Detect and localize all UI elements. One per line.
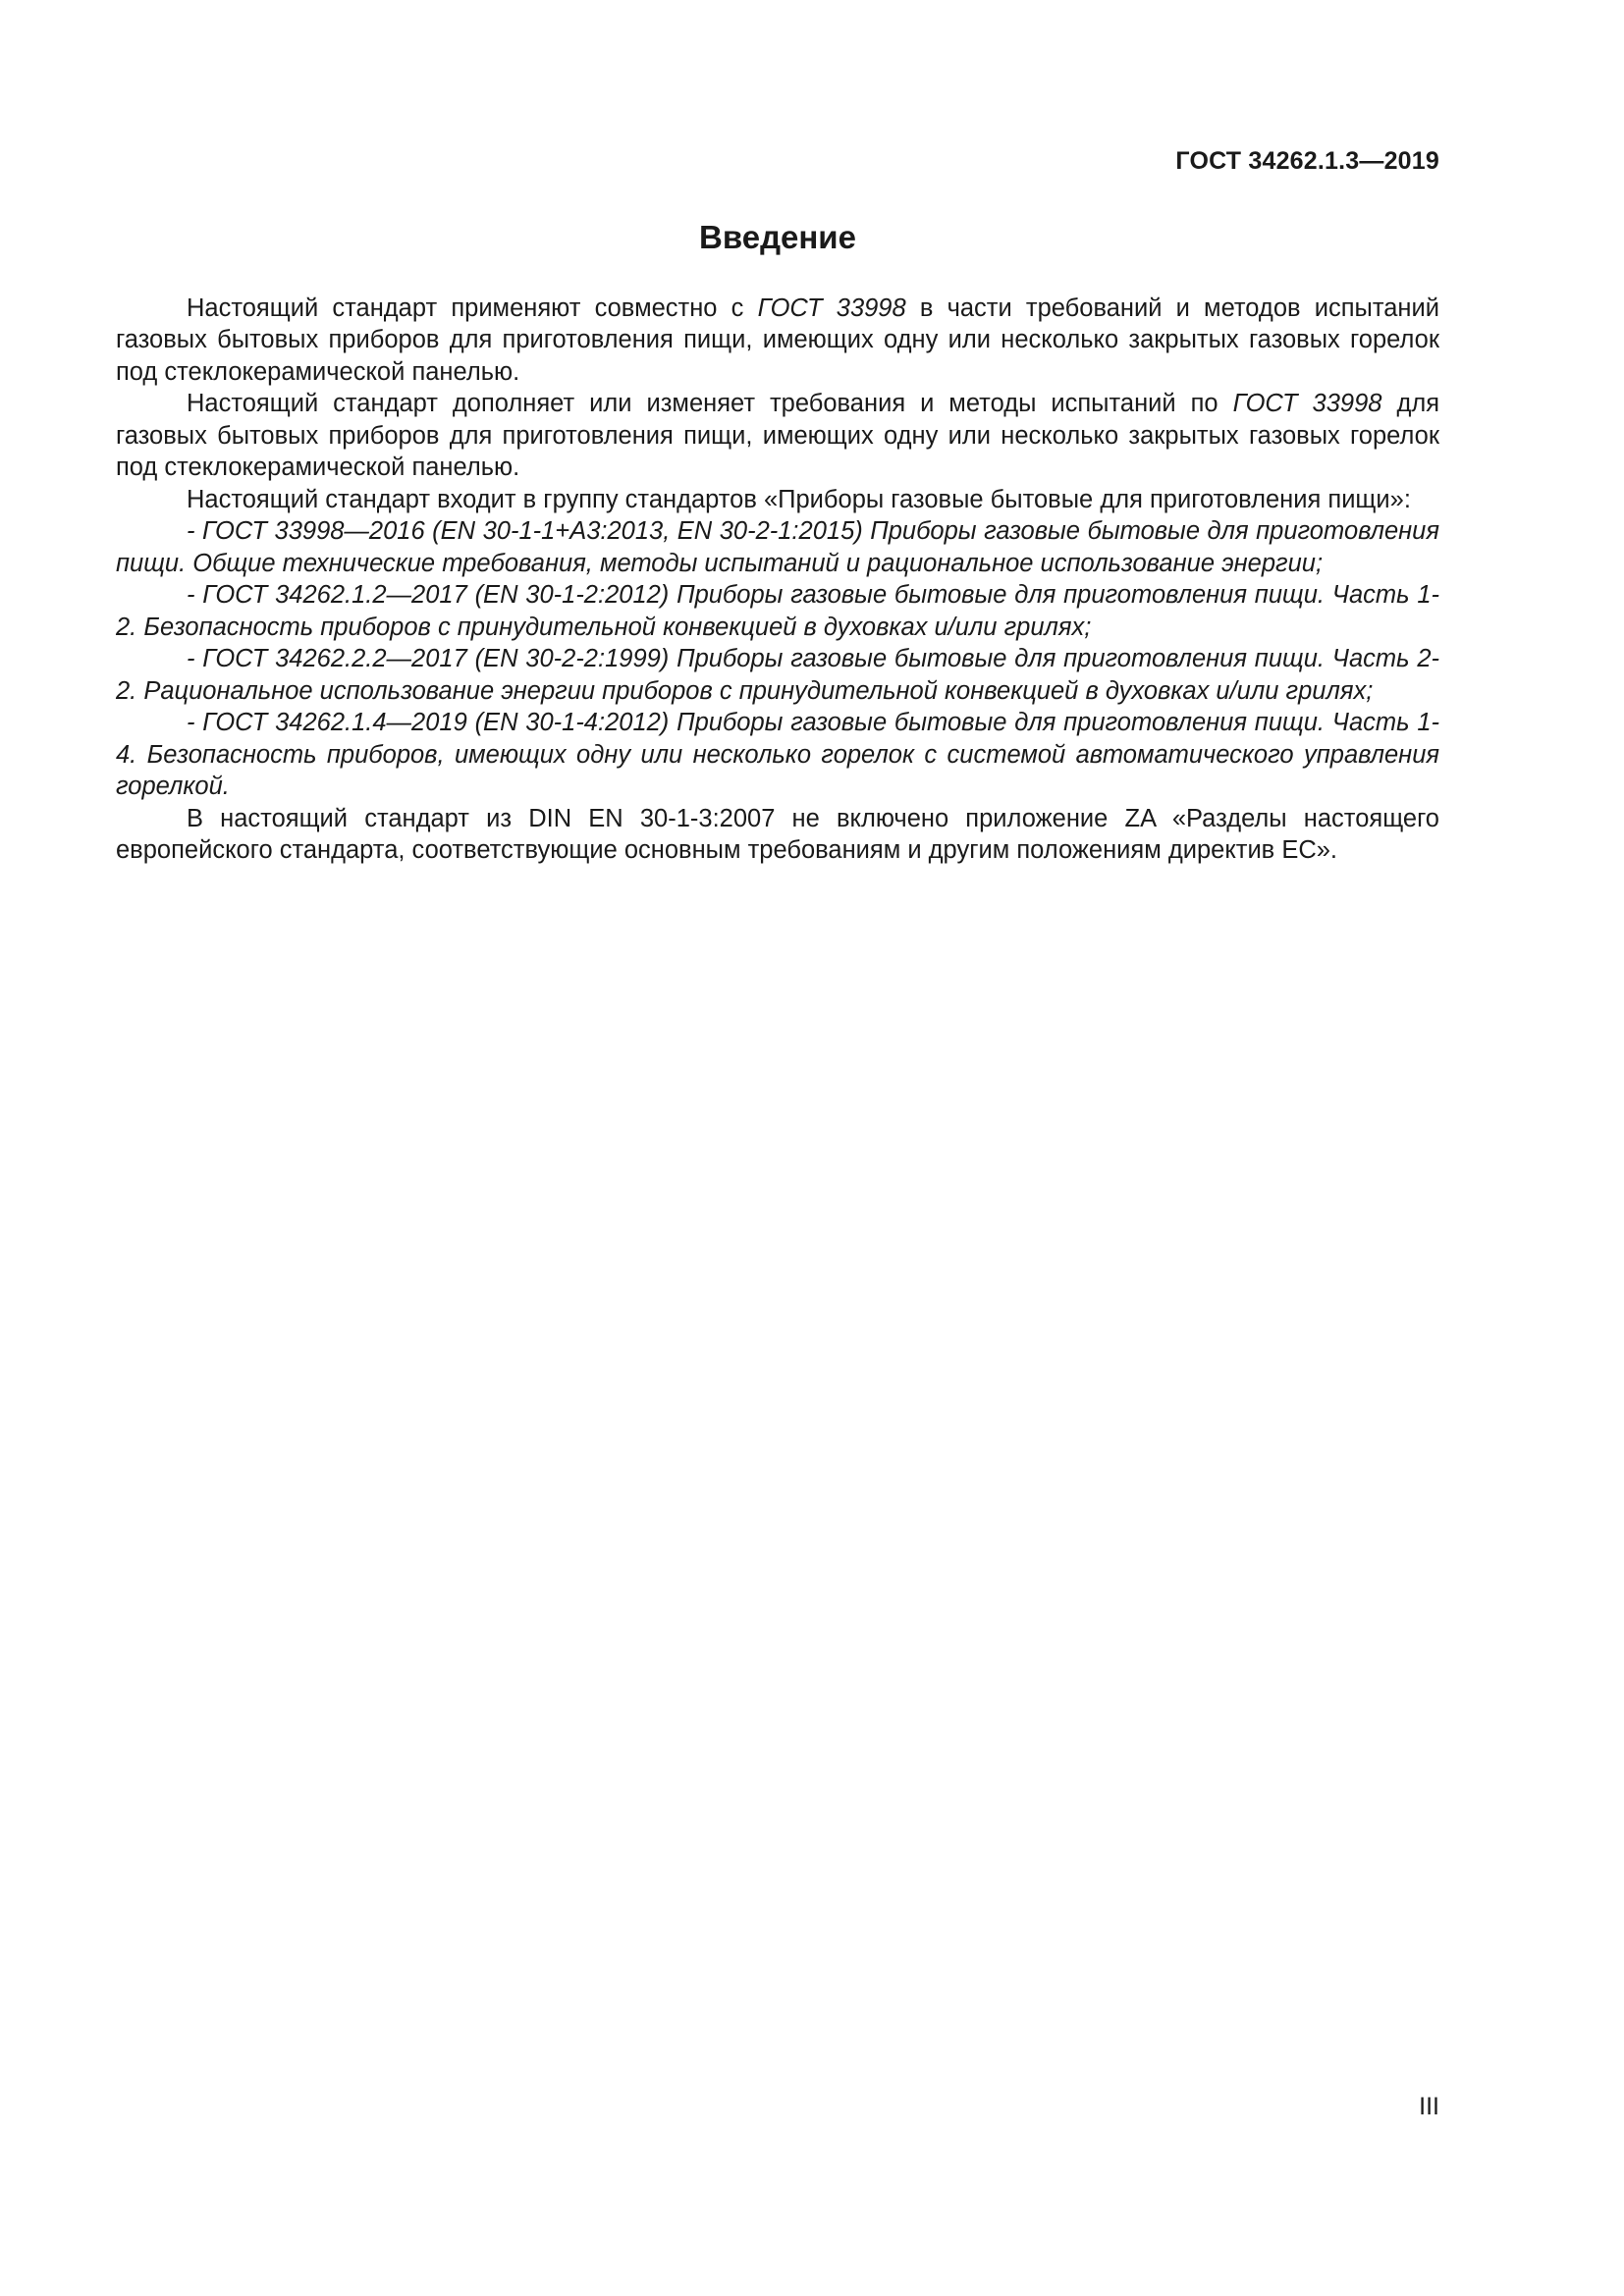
paragraph-scope-text-b: для газовых бытовых приборов для приготовления пищи, имеющих одну или несколько закрытых газовых горелок под стеклокерамической панелью. [116,390,1440,482]
paragraph-scope-text-a: Настоящий стандарт дополняет или изменяет требования и методы испытаний по [187,390,1233,418]
paragraph-scope [116,388,1439,484]
paragraph-group: Настоящий стандарт входит в группу стандартов «Приборы газовые бытовые для приготовления пищи»: [187,485,1411,513]
page-number: III [1419,2093,1439,2120]
paragraph-usage-text-b: в части требований и методов испытаний газовых бытовых приборов для приготовления пищи, имеющих одну или несколько закрытых газовых горелок под стеклокерамической панелью. [116,294,1439,386]
paragraph-usage-text-a: Настоящий стандарт применяют совместно с [187,294,758,322]
reference-item: - ГОСТ 33998—2016 (EN 30-1-1+A3:2013, EN 30-2-1:2015) Приборы газовые бытовые для приготовления пищи. Общие технические требования, методы испытаний и рациональное использование энергии; [116,517,1439,577]
standard-reference-link: ГОСТ 33998 [1232,390,1382,418]
page-content [116,218,1439,867]
reference-item: - ГОСТ 34262.1.4—2019 (EN 30-1-4:2012) Приборы газовые бытовые для приготовления пищи. Часть 1-4. Безопасность приборов, имеющих одну или несколько горелок с системой автоматического управления горелкой. [116,709,1439,801]
standard-reference-link: ГОСТ 33998 [757,294,906,322]
introduction-body [116,293,1439,867]
reference-item: - ГОСТ 34262.2.2—2017 (EN 30-2-2:1999) Приборы газовые бытовые для приготовления пищи. Часть 2-2. Рациональное использование энергии приборов с принудительной конвекцией в духовках и/или грилях; [116,645,1439,705]
reference-item: - ГОСТ 34262.1.2—2017 (EN 30-1-2:2012) Приборы газовые бытовые для приготовления пищи. Часть 1-2. Безопасность приборов с принудительной конвекцией в духовках и/или грилях; [116,581,1439,641]
section-title: Введение [699,219,856,255]
paragraph-annex-note: В настоящий стандарт из DIN EN 30-1-3:2007 не включено приложение ZA «Разделы настоящего европейского стандарта, соответствующие основным требованиям и другим положениям директив ЕС». [116,804,1439,865]
document-code: ГОСТ 34262.1.3—2019 [1175,147,1439,175]
paragraph-usage [116,293,1439,389]
